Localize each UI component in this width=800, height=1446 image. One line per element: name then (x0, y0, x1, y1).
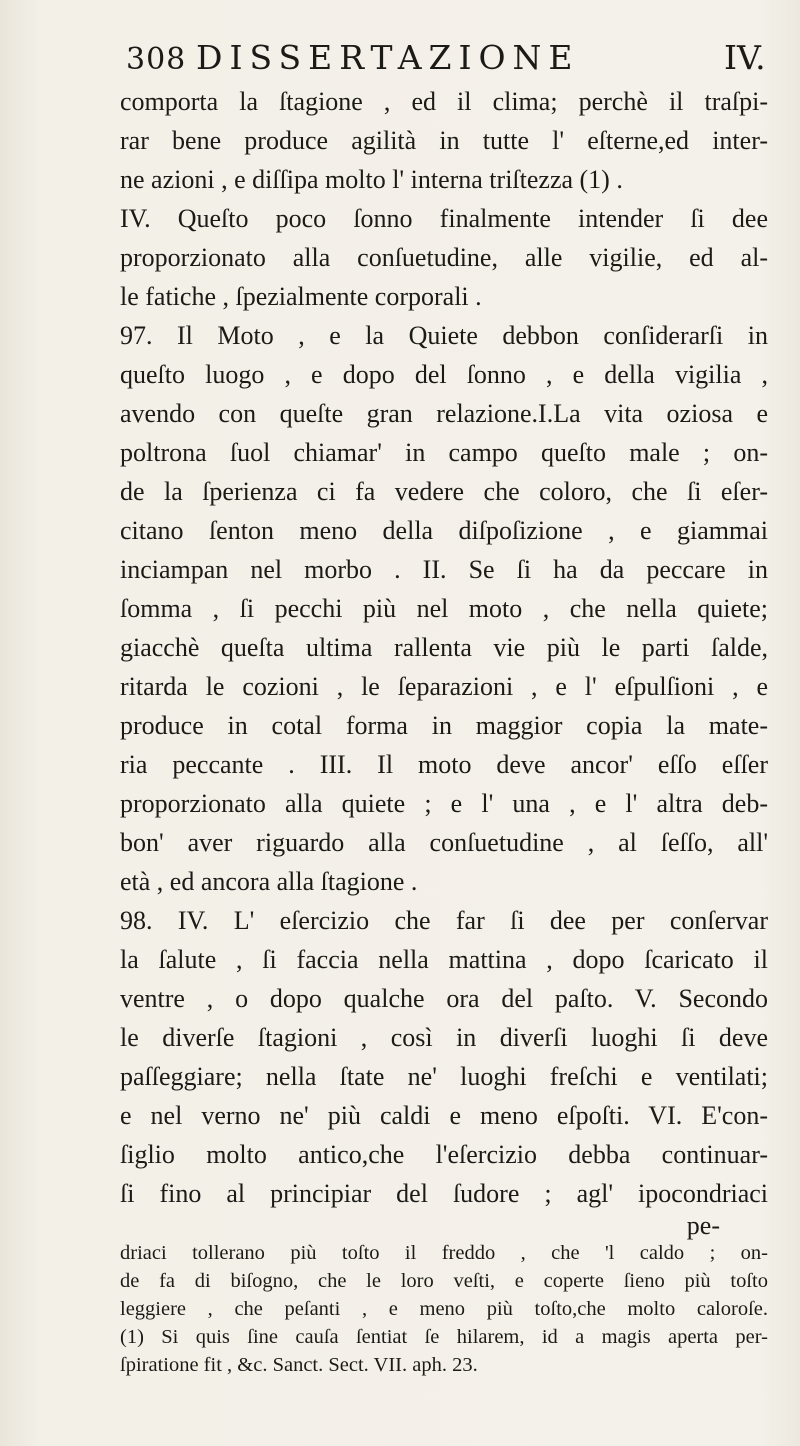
catchword: pe- (686, 1211, 720, 1240)
text-line: ria peccante . III. Il moto deve ancor' eſſo eſſer (120, 750, 768, 779)
text-line: de la ſperienza ci fa vedere che coloro, che ſi eſer- (120, 477, 768, 506)
text-line: le fatiche , ſpezialmente corporali . (120, 282, 482, 311)
text-line: bon' aver riguardo alla conſuetudine , al ſeſſo, all' (120, 828, 768, 857)
text-line: avendo con queſte gran relazione.I.La vita oziosa e (120, 399, 768, 428)
dissertation-numeral: IV. (724, 38, 766, 77)
text-line: ſi fino al principiar del ſudore ; agl' ipocondriaci (120, 1179, 768, 1208)
text-line: le diverſe ſtagioni , così in diverſi luoghi ſi deve (120, 1023, 768, 1052)
text-line: proporzionato alla quiete ; e l' una , e l' altra deb- (120, 789, 768, 818)
text-line: e nel verno ne' più caldi e meno eſpoſti. VI. E'con- (120, 1101, 768, 1130)
text-line: ritarda le cozioni , le ſeparazioni , e l' eſpulſioni , e (120, 672, 768, 701)
running-title: DISSERTAZIONE (196, 38, 580, 77)
footnote-line: de fa di biſogno, che le loro veſti, e coperte ſieno più toſto (120, 1270, 768, 1292)
text-line: 98. IV. L' eſercizio che far ſi dee per conſervar (120, 906, 768, 935)
text-line: 97. Il Moto , e la Quiete debbon conſiderarſi in (120, 321, 768, 350)
text-line: comporta la ſtagione , ed il clima; perchè il traſpi- (120, 87, 768, 116)
text-line: produce in cotal forma in maggior copia la mate- (120, 711, 768, 740)
text-line: ventre , o dopo qualche ora del paſto. V. Secondo (120, 984, 768, 1013)
text-line: età , ed ancora alla ſtagione . (120, 867, 418, 896)
text-line: paſſeggiare; nella ſtate ne' luoghi freſchi e ventilati; (120, 1062, 768, 1091)
running-header (126, 38, 766, 78)
footnote-line: (1) Si quis ſine cauſa ſentiat ſe hilarem, id a magis aperta per- (120, 1326, 768, 1348)
main-text (120, 82, 768, 1379)
footnote-block (120, 1239, 768, 1379)
text-line: poltrona ſuol chiamar' in campo queſto male ; on- (120, 438, 768, 467)
footnote-line: ſpiratione fit , &c. Sanct. Sect. VII. aph. 23. (120, 1354, 478, 1376)
text-line: proporzionato alla conſuetudine, alle vigilie, ed al- (120, 243, 768, 272)
text-line: inciampan nel morbo . II. Se ſi ha da peccare in (120, 555, 768, 584)
text-line: queſto luogo , e dopo del ſonno , e della vigilia , (120, 360, 768, 389)
text-line: IV. Queſto poco ſonno finalmente intender ſi dee (120, 204, 768, 233)
footnote-line: leggiere , che peſanti , e meno più toſto,che molto caloroſe. (120, 1298, 768, 1320)
body-lines (120, 82, 768, 1213)
text-line: citano ſenton meno della diſpoſizione , e giammai (120, 516, 768, 545)
footnote-line: driaci tollerano più toſto il freddo , che 'l caldo ; on- (120, 1242, 768, 1264)
text-line: la ſalute , ſi faccia nella mattina , dopo ſcaricato il (120, 945, 768, 974)
text-line: giacchè queſta ultima rallenta vie più le parti ſalde, (120, 633, 768, 662)
text-line: ſiglio molto antico,che l'eſercizio debba continuar- (120, 1140, 768, 1169)
text-line: ne azioni , e diſſipa molto l' interna triſtezza (1) . (120, 165, 623, 194)
page-number: 308 (126, 42, 187, 77)
text-line: rar bene produce agilità in tutte l' eſterne,ed inter- (120, 126, 768, 155)
text-line: ſomma , ſi pecchi più nel moto , che nella quiete; (120, 594, 768, 623)
